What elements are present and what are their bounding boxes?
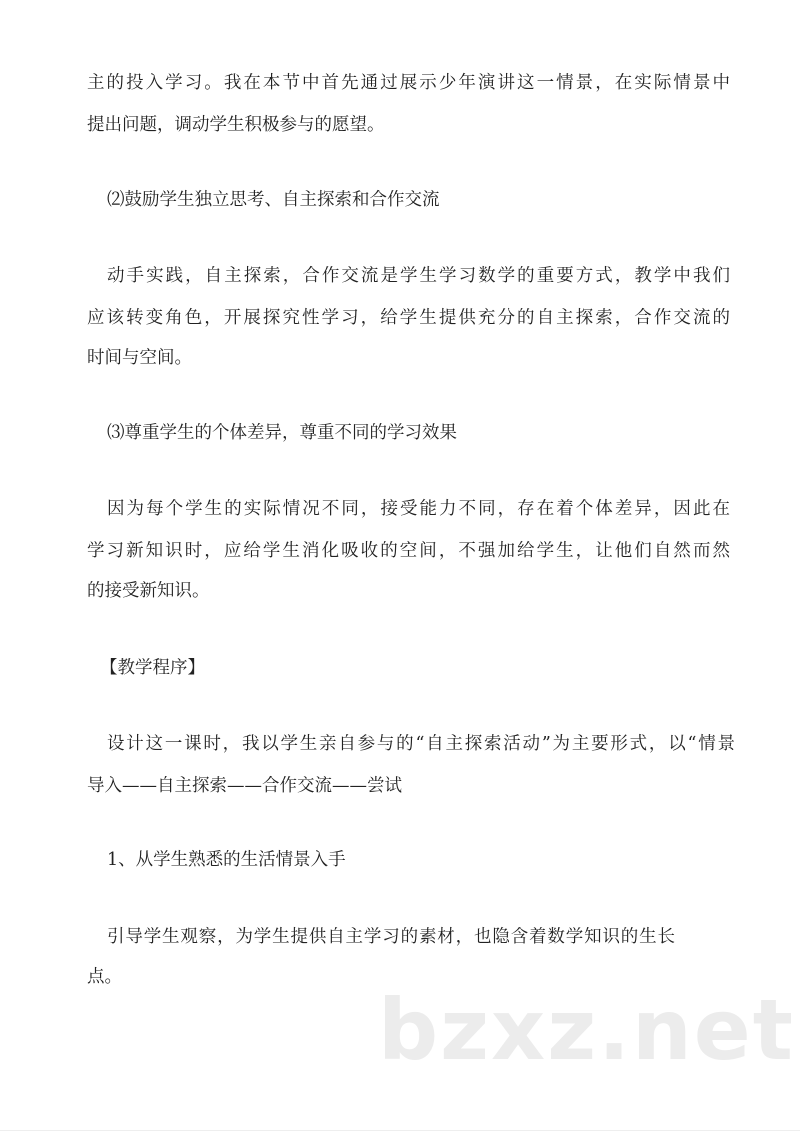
paragraph-line: 引导学生观察，为学生提供自主学习的素材，也隐含着数学知识的生长 xyxy=(107,927,675,947)
page-bottom-divider xyxy=(0,1130,800,1131)
watermark: bzxz.net xyxy=(378,981,795,1079)
paragraph-line: 时间与空间。 xyxy=(87,348,192,368)
subheading: ⑶尊重学生的个体差异，尊重不同的学习效果 xyxy=(107,423,457,443)
paragraph-line: 动手实践，自主探索，合作交流是学生学习数学的重要方式，教学中我们 xyxy=(107,266,730,286)
paragraph-line: 设计这一课时，我以学生亲自参与的“自主探索活动”为主要形式，以“情景 xyxy=(107,734,735,754)
paragraph-line: 点。 xyxy=(87,967,122,987)
subheading: 1、从学生熟悉的生活情景入手 xyxy=(107,850,346,870)
paragraph-line: 导入——自主探索——合作交流——尝试 xyxy=(87,776,402,796)
paragraph-line: 学习新知识时，应给学生消化吸收的空间，不强加给学生，让他们自然而然 xyxy=(87,541,730,561)
paragraph-line: 提出问题，调动学生积极参与的愿望。 xyxy=(87,115,385,135)
paragraph-line: 应该转变角色，开展探究性学习，给学生提供充分的自主探索，合作交流的 xyxy=(87,308,730,328)
section-heading: 【教学程序】 xyxy=(100,658,205,678)
paragraph-line: 的接受新知识。 xyxy=(87,581,210,601)
paragraph-line: 主的投入学习。我在本节中首先通过展示少年演讲这一情景，在实际情景中 xyxy=(87,73,730,93)
paragraph-line: 因为每个学生的实际情况不同，接受能力不同，存在着个体差异，因此在 xyxy=(107,499,730,519)
subheading: ⑵鼓励学生独立思考、自主探索和合作交流 xyxy=(107,190,440,210)
